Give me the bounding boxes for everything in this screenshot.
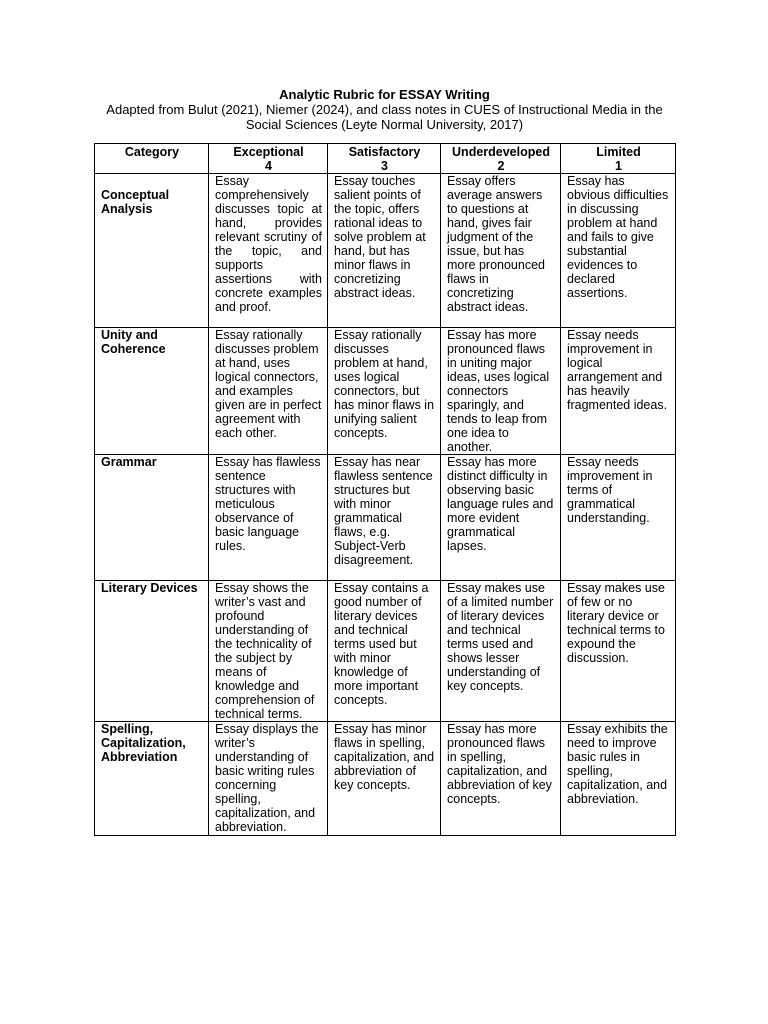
category-label: Literary Devices — [101, 581, 198, 595]
category-label: Grammar — [101, 455, 157, 469]
level-points: 2 — [497, 159, 505, 173]
table-row — [95, 581, 676, 722]
level-label: Underdeveloped — [452, 145, 550, 159]
row-cell-limited: Essay exhibits the need to improve basic rules in spelling, capitalization, and abbreviation. — [561, 722, 676, 836]
table-header-row — [95, 144, 676, 174]
row-cell-exceptional: Essay rationally discusses problem at hand, uses logical connectors, and examples given are in perfect agreement with each other. — [209, 328, 328, 455]
level-label: Limited — [596, 145, 641, 159]
level-points: 3 — [381, 159, 388, 173]
header-category: Category — [95, 144, 209, 174]
row-cell-satisfactory: Essay contains a good number of literary devices and technical terms used but with minor knowledge of more important concepts. — [328, 581, 441, 722]
rubric-table — [94, 143, 676, 836]
row-cell-underdeveloped: Essay has more distinct difficulty in observing basic language rules and more evident grammatical lapses. — [441, 455, 561, 581]
category-label: Unity and Coherence — [101, 328, 166, 356]
row-cell-exceptional: Essay shows the writer’s vast and profound understanding of the technicality of the subject by means of knowledge and comprehension of technical terms. — [209, 581, 328, 722]
row-cell-limited: Essay has obvious difficulties in discussing problem at hand and fails to give substantial evidences to declared assertions. — [561, 174, 676, 328]
header-level-satisfactory — [328, 144, 441, 174]
level-points: 4 — [265, 159, 272, 173]
document-subtitle-line-1: Adapted from Bulut (2021), Niemer (2024), and class notes in CUES of Instructional Media in the — [106, 102, 663, 117]
level-label: Exceptional — [233, 145, 304, 159]
header-level-limited — [561, 144, 676, 174]
row-cell-limited: Essay needs improvement in logical arrangement and has heavily fragmented ideas. — [561, 328, 676, 455]
category-label: Spelling, Capitalization, Abbreviation — [101, 722, 186, 764]
row-category — [95, 722, 209, 836]
row-category — [95, 455, 209, 581]
table-row — [95, 174, 676, 328]
row-cell-satisfactory: Essay rationally discusses problem at hand, uses logical connectors, but has minor flaws in unifying salient concepts. — [328, 328, 441, 455]
table-row — [95, 722, 676, 836]
document-subtitle-line-2: Social Sciences (Leyte Normal University, 2017) — [245, 117, 524, 132]
row-category — [95, 328, 209, 455]
row-cell-underdeveloped: Essay has more pronounced flaws in spelling, capitalization, and abbreviation of key concepts. — [441, 722, 561, 836]
row-cell-exceptional: Essay displays the writer’s understanding of basic writing rules concerning spelling, capitalization, and abbreviation. — [209, 722, 328, 836]
row-cell-underdeveloped: Essay makes use of a limited number of literary devices and technical terms used and shows lesser understanding of key concepts. — [441, 581, 561, 722]
row-cell-limited: Essay makes use of few or no literary device or technical terms to expound the discussion. — [561, 581, 676, 722]
row-cell-underdeveloped: Essay offers average answers to questions at hand, gives fair judgment of the issue, but has more pronounced flaws in concretizing abstract ideas. — [441, 174, 561, 328]
row-cell-exceptional: Essay comprehensively discusses topic at hand, provides relevant scrutiny of the topic, and supports assertions with concrete examples and proof. — [209, 174, 328, 328]
header-level-underdeveloped — [441, 144, 561, 174]
row-cell-underdeveloped: Essay has more pronounced flaws in uniting major ideas, uses logical connectors sparingly, and tends to leap from one idea to another. — [441, 328, 561, 455]
row-cell-satisfactory: Essay has minor flaws in spelling, capitalization, and abbreviation of key concepts. — [328, 722, 441, 836]
document-title: Analytic Rubric for ESSAY Writing — [279, 87, 490, 102]
row-category — [95, 174, 209, 328]
row-category — [95, 581, 209, 722]
document-header — [94, 87, 675, 132]
row-cell-satisfactory: Essay touches salient points of the topic, offers rational ideas to solve problem at hand, but has minor flaws in concretizing abstract ideas. — [328, 174, 441, 328]
row-cell-satisfactory: Essay has near flawless sentence structures but with minor grammatical flaws, e.g. Subject-Verb disagreement. — [328, 455, 441, 581]
table-row — [95, 455, 676, 581]
row-cell-exceptional: Essay has flawless sentence structures with meticulous observance of basic language rules. — [209, 455, 328, 581]
row-cell-limited: Essay needs improvement in terms of grammatical understanding. — [561, 455, 676, 581]
level-points: 1 — [615, 159, 622, 173]
header-level-exceptional — [209, 144, 328, 174]
level-label: Satisfactory — [348, 145, 421, 159]
category-label: Conceptual Analysis — [101, 188, 170, 216]
table-row — [95, 328, 676, 455]
